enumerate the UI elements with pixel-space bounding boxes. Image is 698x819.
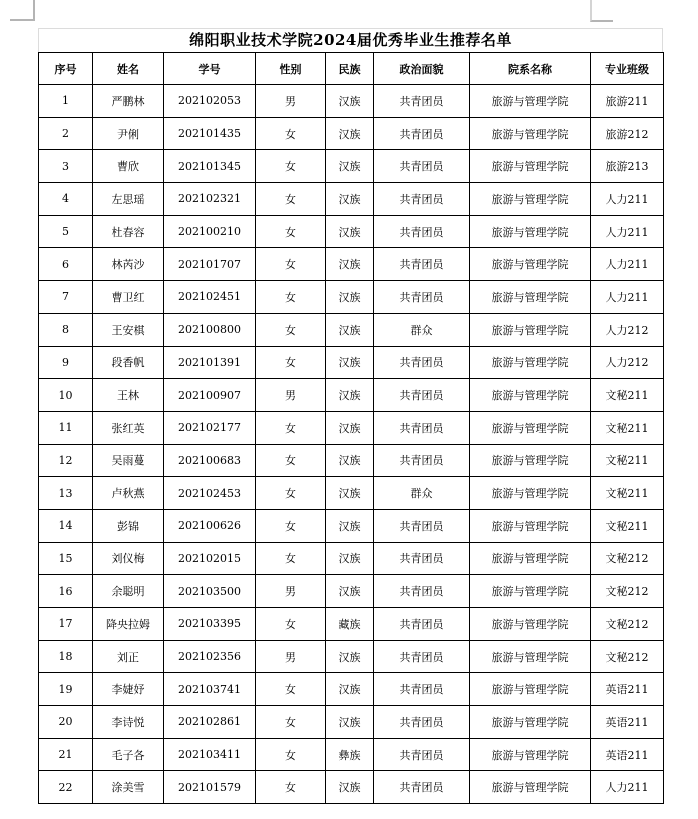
table-row [39, 771, 664, 804]
cell-major-class: 人力211 [591, 771, 664, 804]
cell-major-class: 文秘212 [591, 608, 664, 641]
cell-student-id: 202102451 [164, 281, 256, 314]
cell-no: 7 [39, 281, 93, 314]
cell-student-id: 202103411 [164, 738, 256, 771]
cell-name: 彭锦 [93, 509, 164, 542]
cell-name: 左思瑶 [93, 183, 164, 216]
cell-gender: 女 [256, 477, 326, 510]
cell-gender: 女 [256, 281, 326, 314]
cell-department: 旅游与管理学院 [470, 444, 591, 477]
cell-no: 4 [39, 183, 93, 216]
cell-ethnicity: 汉族 [326, 248, 374, 281]
cell-no: 17 [39, 608, 93, 641]
cell-gender: 女 [256, 346, 326, 379]
cell-name: 林芮沙 [93, 248, 164, 281]
cell-gender: 女 [256, 117, 326, 150]
cell-gender: 女 [256, 183, 326, 216]
graduates-table [38, 52, 664, 804]
cell-ethnicity: 汉族 [326, 281, 374, 314]
cell-political-status: 共青团员 [374, 215, 470, 248]
cell-department: 旅游与管理学院 [470, 771, 591, 804]
cell-student-id: 202102453 [164, 477, 256, 510]
cell-name: 降央拉姆 [93, 608, 164, 641]
cell-department: 旅游与管理学院 [470, 215, 591, 248]
table-row [39, 673, 664, 706]
cell-no: 3 [39, 150, 93, 183]
cell-student-id: 202102356 [164, 640, 256, 673]
cell-political-status: 共青团员 [374, 706, 470, 739]
cell-ethnicity: 汉族 [326, 477, 374, 510]
cell-department: 旅游与管理学院 [470, 248, 591, 281]
cell-ethnicity: 汉族 [326, 379, 374, 412]
cell-gender: 女 [256, 444, 326, 477]
table-body [39, 85, 664, 804]
cell-gender: 女 [256, 313, 326, 346]
cell-no: 12 [39, 444, 93, 477]
cell-major-class: 文秘211 [591, 477, 664, 510]
column-header-gender: 性别 [256, 53, 326, 85]
table-row [39, 444, 664, 477]
cell-department: 旅游与管理学院 [470, 183, 591, 216]
cell-department: 旅游与管理学院 [470, 313, 591, 346]
cell-department: 旅游与管理学院 [470, 542, 591, 575]
cell-name: 刘仪梅 [93, 542, 164, 575]
cell-political-status: 共青团员 [374, 117, 470, 150]
cell-major-class: 人力211 [591, 183, 664, 216]
table-row [39, 608, 664, 641]
cell-department: 旅游与管理学院 [470, 411, 591, 444]
cell-ethnicity: 汉族 [326, 346, 374, 379]
cell-no: 2 [39, 117, 93, 150]
cell-department: 旅游与管理学院 [470, 379, 591, 412]
cell-major-class: 文秘212 [591, 575, 664, 608]
cell-political-status: 共青团员 [374, 379, 470, 412]
cell-major-class: 人力211 [591, 248, 664, 281]
cell-name: 涂美雪 [93, 771, 164, 804]
cell-gender: 女 [256, 738, 326, 771]
table-row [39, 117, 664, 150]
cell-major-class: 旅游213 [591, 150, 664, 183]
cell-ethnicity: 汉族 [326, 117, 374, 150]
cell-student-id: 202102015 [164, 542, 256, 575]
column-header-political-status: 政治面貌 [374, 53, 470, 85]
cell-political-status: 共青团员 [374, 738, 470, 771]
cell-gender: 女 [256, 215, 326, 248]
cell-department: 旅游与管理学院 [470, 281, 591, 314]
cell-no: 5 [39, 215, 93, 248]
cell-no: 21 [39, 738, 93, 771]
table-row [39, 477, 664, 510]
cell-major-class: 文秘211 [591, 379, 664, 412]
cell-no: 8 [39, 313, 93, 346]
cell-major-class: 英语211 [591, 738, 664, 771]
cell-name: 张红英 [93, 411, 164, 444]
cell-no: 18 [39, 640, 93, 673]
cell-ethnicity: 汉族 [326, 706, 374, 739]
cell-major-class: 旅游211 [591, 85, 664, 118]
cell-department: 旅游与管理学院 [470, 85, 591, 118]
cell-major-class: 人力211 [591, 281, 664, 314]
cell-department: 旅游与管理学院 [470, 117, 591, 150]
cell-ethnicity: 汉族 [326, 313, 374, 346]
table-row [39, 281, 664, 314]
cell-name: 尹俐 [93, 117, 164, 150]
cell-ethnicity: 汉族 [326, 575, 374, 608]
cell-student-id: 202102053 [164, 85, 256, 118]
cell-student-id: 202101435 [164, 117, 256, 150]
cell-major-class: 文秘212 [591, 640, 664, 673]
cell-political-status: 共青团员 [374, 183, 470, 216]
cell-gender: 男 [256, 575, 326, 608]
cell-student-id: 202103500 [164, 575, 256, 608]
cell-student-id: 202100210 [164, 215, 256, 248]
cell-political-status: 共青团员 [374, 640, 470, 673]
cell-name: 杜春容 [93, 215, 164, 248]
cell-no: 6 [39, 248, 93, 281]
cell-political-status: 共青团员 [374, 281, 470, 314]
cell-gender: 女 [256, 509, 326, 542]
table-header [39, 53, 664, 85]
cell-gender: 女 [256, 542, 326, 575]
cell-gender: 女 [256, 608, 326, 641]
cell-no: 16 [39, 575, 93, 608]
cell-name: 曹卫红 [93, 281, 164, 314]
cell-political-status: 共青团员 [374, 509, 470, 542]
cell-department: 旅游与管理学院 [470, 575, 591, 608]
cell-major-class: 文秘211 [591, 509, 664, 542]
cell-name: 李诗悦 [93, 706, 164, 739]
cell-gender: 女 [256, 706, 326, 739]
cell-political-status: 共青团员 [374, 150, 470, 183]
cell-department: 旅游与管理学院 [470, 608, 591, 641]
cell-department: 旅游与管理学院 [470, 738, 591, 771]
cell-student-id: 202100800 [164, 313, 256, 346]
cell-ethnicity: 汉族 [326, 542, 374, 575]
table-row [39, 346, 664, 379]
cell-name: 卢秋燕 [93, 477, 164, 510]
cell-ethnicity: 汉族 [326, 640, 374, 673]
cell-student-id: 202103741 [164, 673, 256, 706]
cell-department: 旅游与管理学院 [470, 150, 591, 183]
cell-ethnicity: 彝族 [326, 738, 374, 771]
table-row [39, 575, 664, 608]
cell-name: 毛子各 [93, 738, 164, 771]
cell-student-id: 202100683 [164, 444, 256, 477]
cell-no: 15 [39, 542, 93, 575]
table-row [39, 640, 664, 673]
cell-no: 22 [39, 771, 93, 804]
cell-department: 旅游与管理学院 [470, 509, 591, 542]
column-header-student-id: 学号 [164, 53, 256, 85]
cell-political-status: 共青团员 [374, 673, 470, 706]
cell-name: 严鹏林 [93, 85, 164, 118]
table-row [39, 411, 664, 444]
table-row [39, 542, 664, 575]
cell-ethnicity: 汉族 [326, 411, 374, 444]
cell-major-class: 文秘212 [591, 542, 664, 575]
cell-department: 旅游与管理学院 [470, 477, 591, 510]
cell-name: 王林 [93, 379, 164, 412]
cell-student-id: 202102177 [164, 411, 256, 444]
cell-ethnicity: 汉族 [326, 85, 374, 118]
cell-name: 李婕妤 [93, 673, 164, 706]
cell-student-id: 202100907 [164, 379, 256, 412]
cell-gender: 女 [256, 673, 326, 706]
table-row [39, 150, 664, 183]
cell-ethnicity: 汉族 [326, 444, 374, 477]
page-margin-mark-top-left [10, 0, 35, 21]
column-header-major-class: 专业班级 [591, 53, 664, 85]
document-title: 绵阳职业技术学院2024届优秀毕业生推荐名单 [38, 28, 663, 52]
cell-political-status: 群众 [374, 313, 470, 346]
table-row [39, 183, 664, 216]
cell-name: 余聪明 [93, 575, 164, 608]
cell-no: 10 [39, 379, 93, 412]
cell-ethnicity: 汉族 [326, 673, 374, 706]
cell-department: 旅游与管理学院 [470, 640, 591, 673]
table-row [39, 379, 664, 412]
cell-major-class: 旅游212 [591, 117, 664, 150]
cell-student-id: 202101707 [164, 248, 256, 281]
cell-no: 19 [39, 673, 93, 706]
cell-name: 刘正 [93, 640, 164, 673]
cell-name: 段香帆 [93, 346, 164, 379]
document-body [38, 28, 663, 804]
cell-major-class: 英语211 [591, 706, 664, 739]
column-header-department: 院系名称 [470, 53, 591, 85]
cell-political-status: 共青团员 [374, 542, 470, 575]
cell-major-class: 文秘211 [591, 411, 664, 444]
cell-political-status: 共青团员 [374, 346, 470, 379]
table-row [39, 313, 664, 346]
cell-gender: 女 [256, 150, 326, 183]
cell-major-class: 文秘211 [591, 444, 664, 477]
cell-no: 14 [39, 509, 93, 542]
cell-gender: 女 [256, 771, 326, 804]
cell-no: 11 [39, 411, 93, 444]
cell-student-id: 202102861 [164, 706, 256, 739]
cell-no: 9 [39, 346, 93, 379]
table-row [39, 738, 664, 771]
cell-political-status: 共青团员 [374, 771, 470, 804]
cell-political-status: 共青团员 [374, 608, 470, 641]
cell-gender: 男 [256, 379, 326, 412]
cell-name: 吴雨蔓 [93, 444, 164, 477]
table-row [39, 248, 664, 281]
cell-student-id: 202101579 [164, 771, 256, 804]
cell-gender: 女 [256, 248, 326, 281]
cell-ethnicity: 汉族 [326, 150, 374, 183]
cell-no: 1 [39, 85, 93, 118]
cell-no: 13 [39, 477, 93, 510]
cell-gender: 男 [256, 85, 326, 118]
column-header-ethnicity: 民族 [326, 53, 374, 85]
cell-political-status: 共青团员 [374, 575, 470, 608]
cell-major-class: 人力211 [591, 215, 664, 248]
column-header-name: 姓名 [93, 53, 164, 85]
cell-student-id: 202101391 [164, 346, 256, 379]
cell-ethnicity: 汉族 [326, 771, 374, 804]
table-header-row [39, 53, 664, 85]
cell-political-status: 群众 [374, 477, 470, 510]
cell-department: 旅游与管理学院 [470, 346, 591, 379]
cell-gender: 女 [256, 411, 326, 444]
cell-student-id: 202100626 [164, 509, 256, 542]
cell-student-id: 202103395 [164, 608, 256, 641]
cell-department: 旅游与管理学院 [470, 706, 591, 739]
cell-political-status: 共青团员 [374, 444, 470, 477]
cell-major-class: 英语211 [591, 673, 664, 706]
cell-department: 旅游与管理学院 [470, 673, 591, 706]
table-row [39, 215, 664, 248]
cell-ethnicity: 藏族 [326, 608, 374, 641]
cell-gender: 男 [256, 640, 326, 673]
cell-name: 王安棋 [93, 313, 164, 346]
cell-ethnicity: 汉族 [326, 509, 374, 542]
cell-student-id: 202101345 [164, 150, 256, 183]
cell-student-id: 202102321 [164, 183, 256, 216]
cell-no: 20 [39, 706, 93, 739]
cell-political-status: 共青团员 [374, 411, 470, 444]
column-header-no: 序号 [39, 53, 93, 85]
page-margin-mark-top-right [590, 0, 613, 22]
cell-ethnicity: 汉族 [326, 215, 374, 248]
table-row [39, 706, 664, 739]
cell-name: 曹欣 [93, 150, 164, 183]
table-row [39, 509, 664, 542]
cell-major-class: 人力212 [591, 346, 664, 379]
cell-political-status: 共青团员 [374, 248, 470, 281]
cell-major-class: 人力212 [591, 313, 664, 346]
table-row [39, 85, 664, 118]
cell-political-status: 共青团员 [374, 85, 470, 118]
cell-ethnicity: 汉族 [326, 183, 374, 216]
